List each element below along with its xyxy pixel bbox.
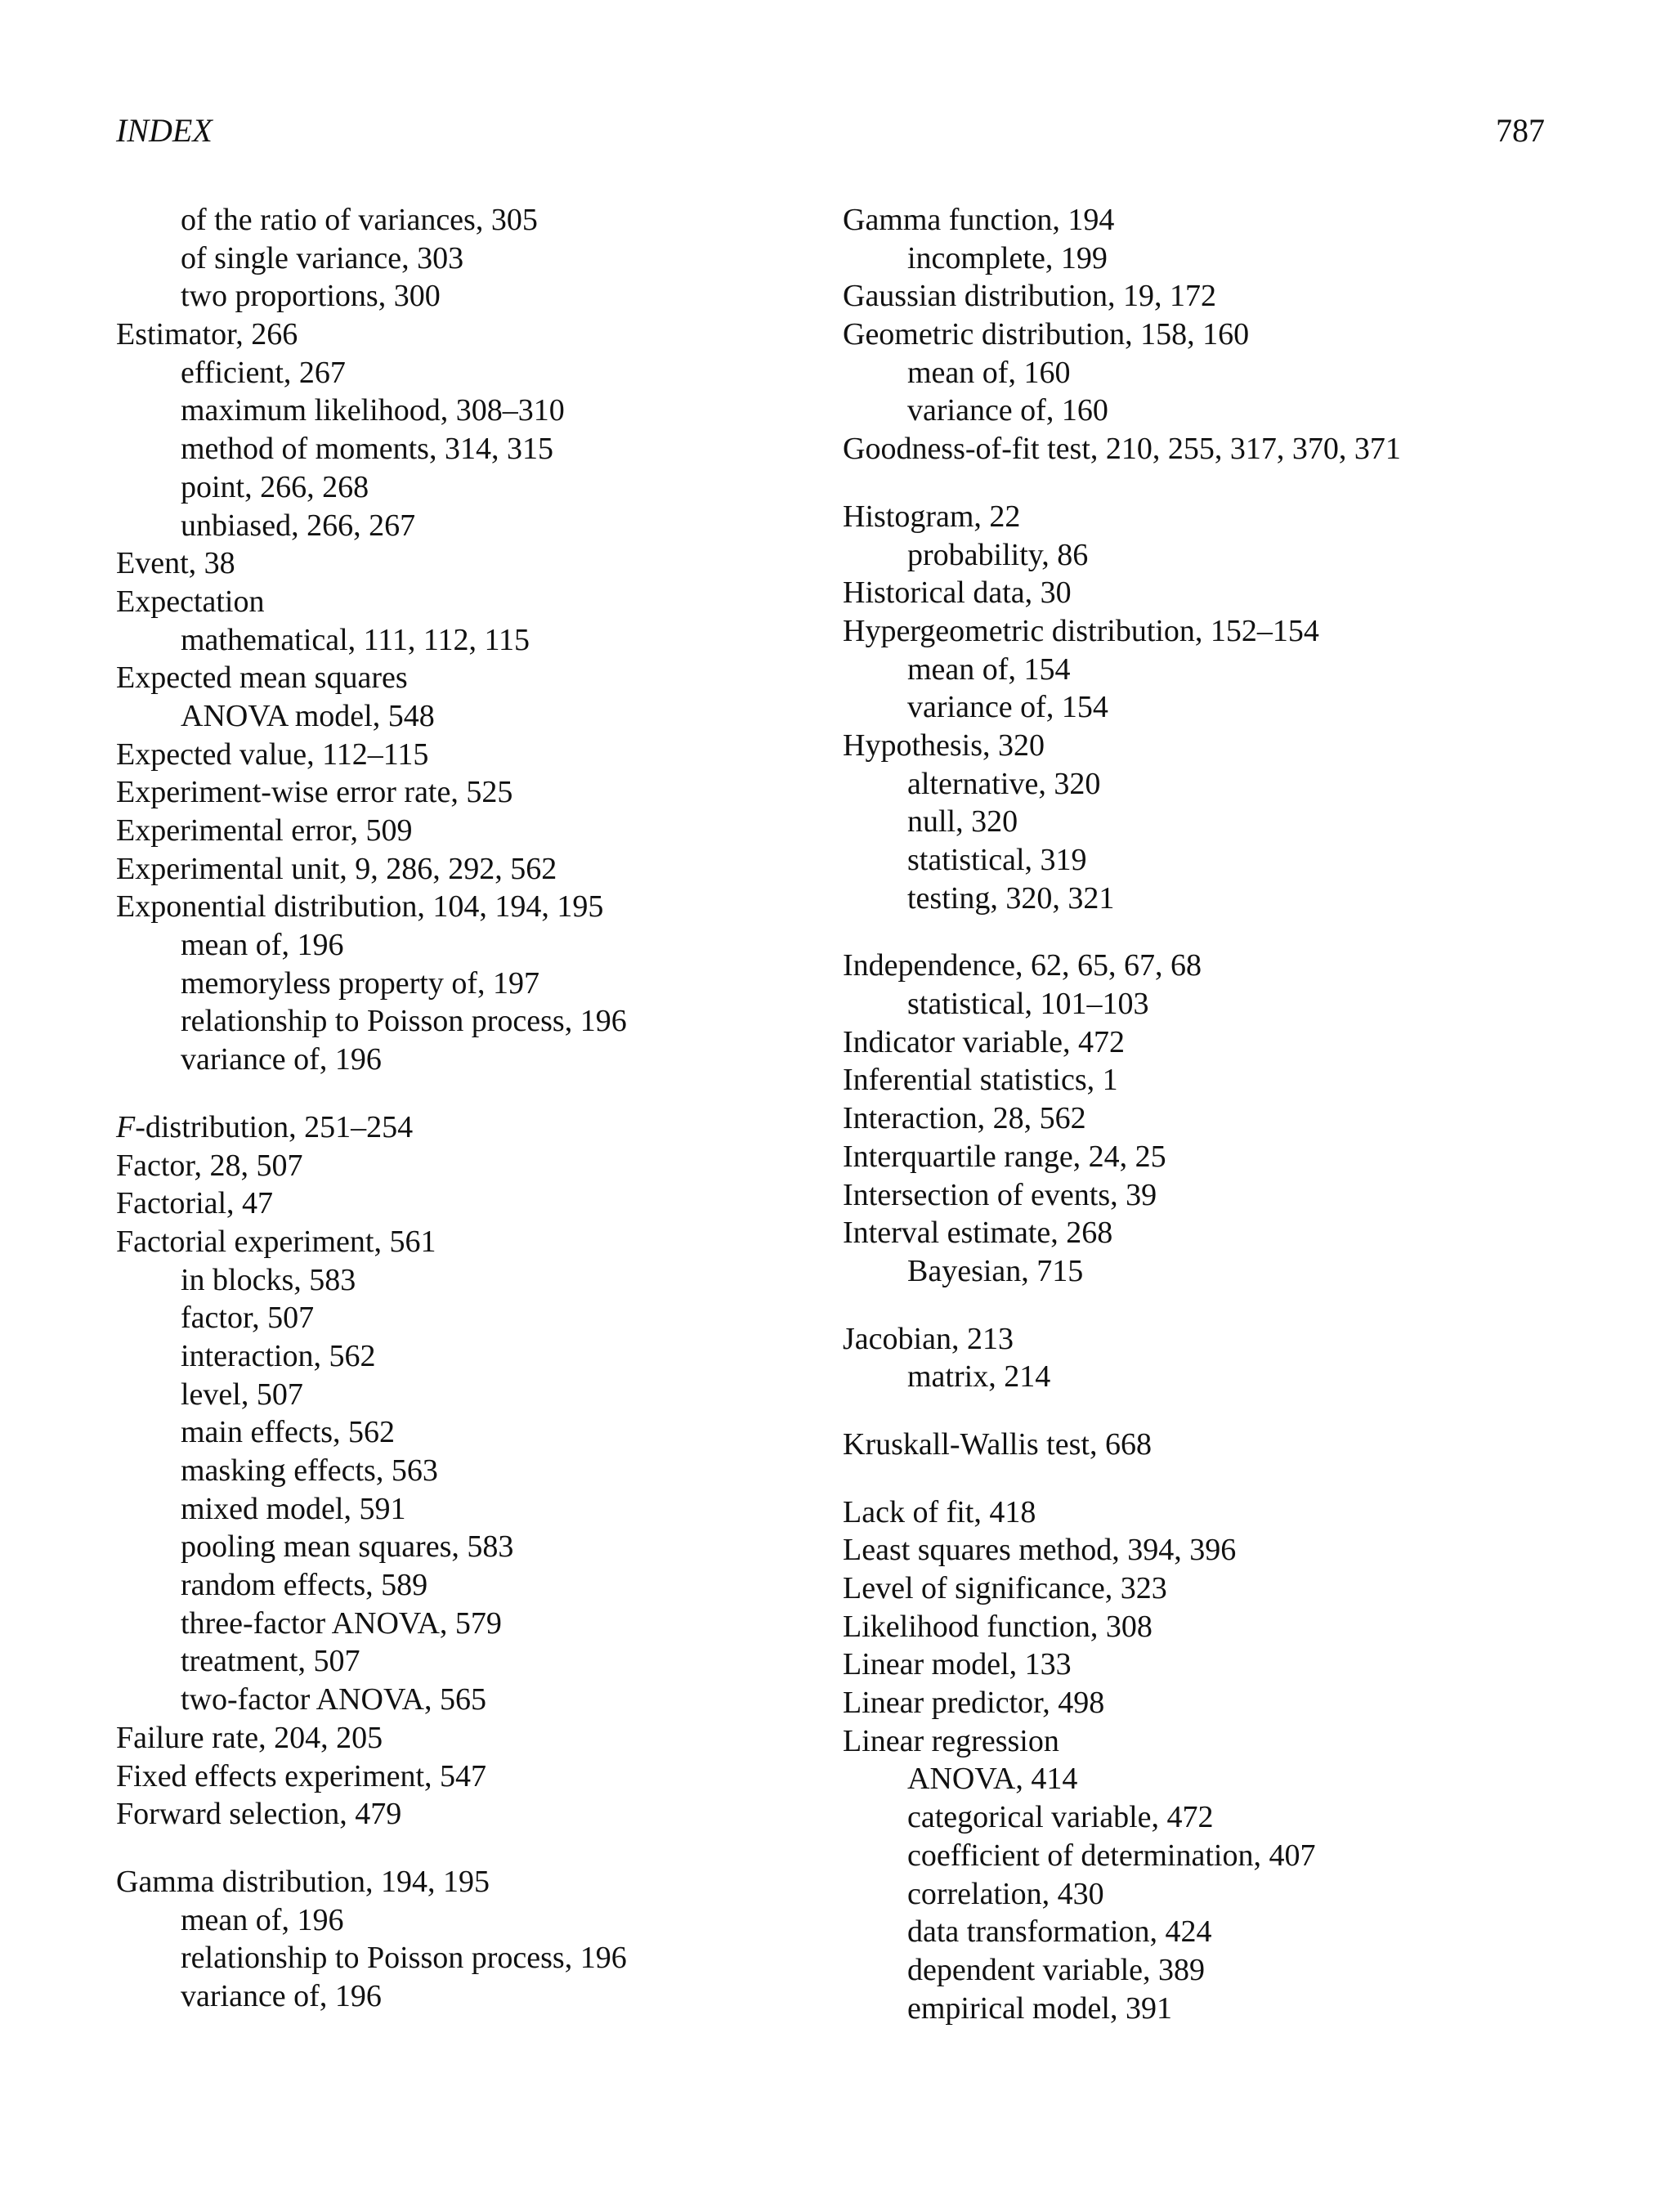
index-entry: Fixed effects experiment, 547 bbox=[116, 1758, 487, 1793]
index-subentry: alternative, 320 bbox=[907, 766, 1101, 801]
index-entry: Failure rate, 204, 205 bbox=[116, 1720, 383, 1755]
index-entry: Likelihood function, 308 bbox=[843, 1609, 1153, 1644]
index-subentry: mean of, 154 bbox=[907, 652, 1071, 687]
index-subentry: variance of, 154 bbox=[907, 690, 1108, 725]
index-entry: Estimator, 266 bbox=[116, 317, 298, 352]
index-subentry: mathematical, 111, 112, 115 bbox=[181, 622, 530, 657]
index-subentry: statistical, 319 bbox=[907, 843, 1087, 877]
index-subentry: correlation, 430 bbox=[907, 1876, 1104, 1911]
index-subentry: of single variance, 303 bbox=[181, 240, 464, 275]
index-subentry: ANOVA, 414 bbox=[907, 1762, 1078, 1797]
index-subentry: ANOVA model, 548 bbox=[181, 698, 435, 733]
index-entry bbox=[116, 1108, 811, 1147]
index-subentry: variance of, 196 bbox=[181, 1042, 382, 1077]
index-entry: Jacobian, 213 bbox=[843, 1321, 1014, 1356]
index-entry: Exponential distribution, 104, 194, 195 bbox=[116, 889, 604, 925]
running-head-title: INDEX bbox=[116, 112, 213, 149]
index-entry: Kruskall-Wallis test, 668 bbox=[843, 1426, 1152, 1462]
index-subentry: random effects, 589 bbox=[181, 1568, 428, 1603]
index-subentry: variance of, 160 bbox=[907, 393, 1108, 428]
index-subentry: pooling mean squares, 583 bbox=[181, 1529, 514, 1565]
index-entry-italic-lead: F bbox=[116, 1109, 136, 1144]
index-subentry: data transformation, 424 bbox=[907, 1914, 1212, 1950]
index-subentry: incomplete, 199 bbox=[907, 240, 1108, 275]
index-subentry: probability, 86 bbox=[907, 537, 1089, 572]
index-subentry: empirical model, 391 bbox=[907, 1990, 1172, 2026]
index-subentry: in blocks, 583 bbox=[181, 1262, 356, 1297]
index-entry: Expected mean squares bbox=[116, 660, 408, 696]
index-subentry: mean of, 160 bbox=[907, 355, 1071, 390]
index-entry: Linear model, 133 bbox=[843, 1647, 1072, 1682]
index-subentry: coefficient of determination, 407 bbox=[907, 1838, 1316, 1873]
index-subentry: of the ratio of variances, 305 bbox=[181, 203, 538, 237]
index-entry-text: -distribution, 251–254 bbox=[135, 1109, 414, 1144]
index-entry: Hypothesis, 320 bbox=[843, 728, 1045, 763]
index-entry: Goodness-of-fit test, 210, 255, 317, 370, 371 bbox=[843, 432, 1401, 467]
index-subentry: two proportions, 300 bbox=[181, 279, 441, 314]
index-entry: Factorial experiment, 561 bbox=[116, 1224, 436, 1259]
index-subentry: categorical variable, 472 bbox=[907, 1800, 1214, 1835]
index-entry: Linear regression bbox=[843, 1723, 1059, 1758]
index-subentry: three-factor ANOVA, 579 bbox=[181, 1605, 502, 1641]
index-entry: Experimental error, 509 bbox=[116, 813, 413, 848]
index-entry: Expected value, 112–115 bbox=[116, 737, 429, 772]
index-entry: Factor, 28, 507 bbox=[116, 1148, 303, 1183]
index-entry: Experimental unit, 9, 286, 292, 562 bbox=[116, 851, 557, 886]
index-entry: Inferential statistics, 1 bbox=[843, 1063, 1118, 1098]
index-subentry: masking effects, 563 bbox=[181, 1453, 438, 1488]
index-subentry: mean of, 196 bbox=[181, 1902, 344, 1937]
index-subentry: treatment, 507 bbox=[181, 1644, 360, 1679]
index-subentry: matrix, 214 bbox=[907, 1359, 1051, 1395]
index-entry: Forward selection, 479 bbox=[116, 1797, 402, 1832]
index-entry: Interquartile range, 24, 25 bbox=[843, 1139, 1166, 1174]
index-entry: Level of significance, 323 bbox=[843, 1571, 1167, 1605]
index-entry: Historical data, 30 bbox=[843, 575, 1072, 611]
index-entry: Least squares method, 394, 396 bbox=[843, 1533, 1237, 1568]
index-subentry: factor, 507 bbox=[181, 1301, 315, 1336]
index-entry: Experiment-wise error rate, 525 bbox=[116, 775, 513, 810]
index-column-left bbox=[116, 201, 811, 2016]
index-subentry: method of moments, 314, 315 bbox=[181, 432, 553, 467]
index-entry: Gaussian distribution, 19, 172 bbox=[843, 279, 1217, 314]
index-subentry: variance of, 196 bbox=[181, 1978, 382, 2013]
index-subentry: unbiased, 266, 267 bbox=[181, 508, 416, 543]
index-subentry: relationship to Poisson process, 196 bbox=[181, 1004, 627, 1039]
index-subentry: level, 507 bbox=[181, 1377, 303, 1412]
index-subentry: Bayesian, 715 bbox=[907, 1253, 1084, 1288]
index-entry: Factorial, 47 bbox=[116, 1186, 274, 1221]
index-subentry: main effects, 562 bbox=[181, 1415, 396, 1450]
page-number: 787 bbox=[1496, 112, 1545, 149]
index-entry: Interval estimate, 268 bbox=[843, 1216, 1113, 1251]
index-subentry: point, 266, 268 bbox=[181, 469, 369, 504]
index-entry: Histogram, 22 bbox=[843, 499, 1021, 534]
index-entry: Intersection of events, 39 bbox=[843, 1177, 1157, 1212]
index-subentry: maximum likelihood, 308–310 bbox=[181, 393, 565, 428]
index-subentry: dependent variable, 389 bbox=[907, 1952, 1206, 1987]
index-entry: Independence, 62, 65, 67, 68 bbox=[843, 948, 1202, 983]
index-entry: Lack of fit, 418 bbox=[843, 1494, 1036, 1529]
index-subentry: mixed model, 591 bbox=[181, 1491, 406, 1526]
index-subentry: testing, 320, 321 bbox=[907, 880, 1115, 916]
index-entry: Event, 38 bbox=[116, 546, 235, 581]
index-subentry: efficient, 267 bbox=[181, 355, 346, 390]
index-entry: Gamma distribution, 194, 195 bbox=[116, 1864, 490, 1899]
index-entry: Geometric distribution, 158, 160 bbox=[843, 317, 1250, 352]
index-entry: Gamma function, 194 bbox=[843, 203, 1115, 237]
index-entry: Interaction, 28, 562 bbox=[843, 1101, 1086, 1136]
index-subentry: memoryless property of, 197 bbox=[181, 965, 540, 1001]
index-subentry: mean of, 196 bbox=[181, 928, 344, 963]
index-entry: Linear predictor, 498 bbox=[843, 1686, 1105, 1721]
index-entry: Hypergeometric distribution, 152–154 bbox=[843, 613, 1319, 648]
index-column-right bbox=[843, 201, 1562, 2027]
index-subentry: two-factor ANOVA, 565 bbox=[181, 1682, 486, 1717]
index-entry: Indicator variable, 472 bbox=[843, 1024, 1126, 1059]
index-subentry: null, 320 bbox=[907, 804, 1018, 840]
index-entry: Expectation bbox=[116, 584, 265, 619]
index-subentry: interaction, 562 bbox=[181, 1338, 376, 1373]
index-subentry: statistical, 101–103 bbox=[907, 987, 1149, 1022]
index-subentry: relationship to Poisson process, 196 bbox=[181, 1941, 627, 1976]
